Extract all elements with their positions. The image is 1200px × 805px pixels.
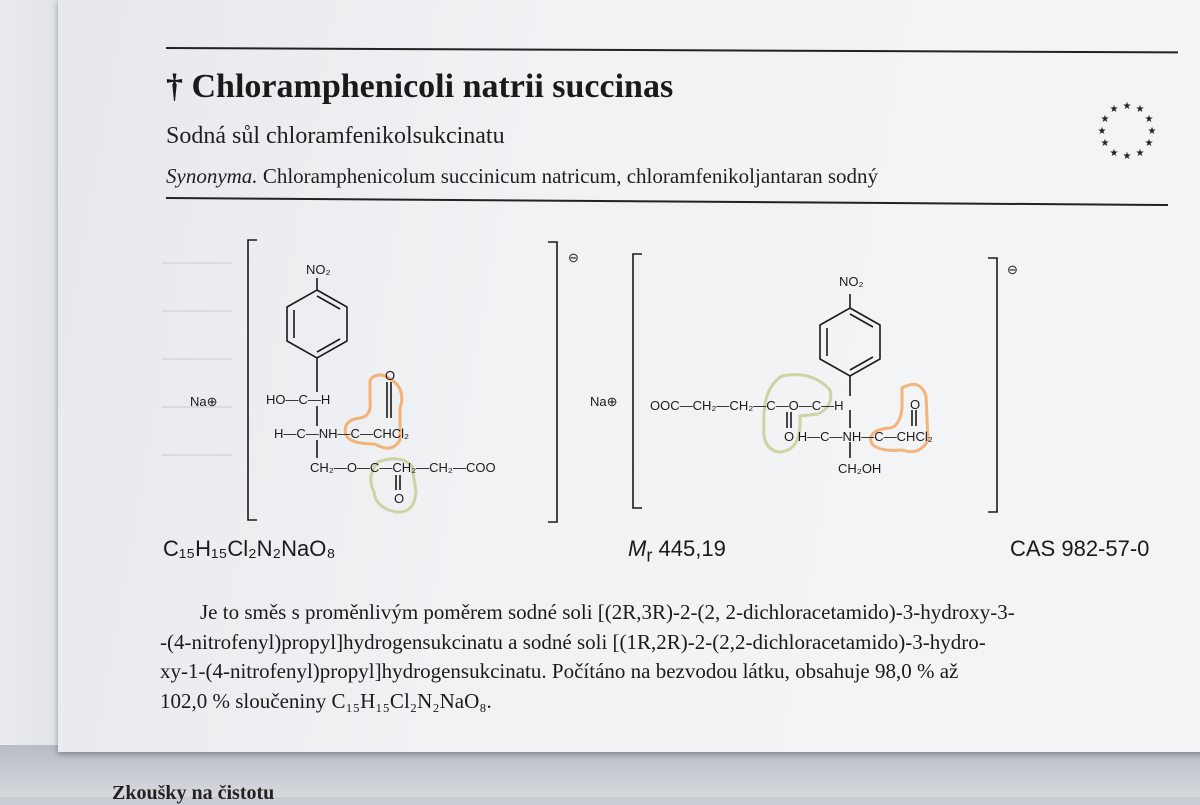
svg-text:★: ★	[1109, 148, 1119, 159]
relative-molecular-mass	[628, 536, 726, 566]
svg-text:★: ★	[1100, 138, 1110, 149]
definition-line-1: Je to směs s proměnlivým poměrem sodné soli [(2R,3R)-2-(2, 2-dichloracetamido)-3-hydroxy-3-	[200, 600, 1015, 624]
molecular-formula: C₁₅H₁₅Cl₂N₂NaO₈	[163, 536, 336, 561]
mr-subscript: r	[646, 544, 653, 566]
synonyms-line	[166, 164, 878, 189]
synonyms-label: Synonyma.	[166, 164, 258, 188]
svg-text:★: ★	[1109, 104, 1119, 115]
right-amide-row: O H—C—NH—C—CHCl₂	[784, 429, 933, 444]
left-ester-oxygen: O	[394, 491, 405, 506]
monograph-title: † Chloramphenicoli natrii succinas	[166, 68, 674, 105]
right-bracket-open	[633, 254, 642, 508]
definition-line-4: 102,0 % sloučeniny C₁₅H₁₅Cl₂N₂NaO₈.	[160, 688, 492, 713]
structural-formulas	[150, 230, 1200, 530]
mr-value: 445,19	[652, 536, 726, 561]
left-anion-charge: ⊖	[568, 250, 579, 265]
definition-line-3: xy-1-(4-nitrofenyl)propyl]hydrogensukcinatu. Počítáno na bezvodou látku, obsahuje 98,0 % až	[160, 659, 959, 683]
right-na-label: Na⊕	[590, 394, 618, 409]
left-bracket-close	[548, 242, 557, 522]
left-na-label: Na⊕	[190, 394, 218, 409]
left-no2-label: NO₂	[306, 262, 331, 277]
right-amide-oxygen: O	[910, 397, 921, 412]
left-amide-oxygen: O	[385, 368, 396, 383]
svg-text:★: ★	[1144, 138, 1154, 149]
right-anion-charge: ⊖	[1007, 262, 1018, 277]
left-hydroxy-row: HO—C—H	[266, 392, 331, 407]
mr-label: M	[628, 536, 647, 561]
svg-text:★: ★	[1100, 114, 1110, 125]
svg-text:★: ★	[1122, 151, 1132, 162]
svg-text:★: ★	[1122, 101, 1132, 112]
right-bracket-close	[988, 258, 997, 512]
european-pharmacopoeia-stars-icon	[1094, 97, 1160, 163]
monograph-subtitle: Sodná sůl chloramfenikolsukcinatu	[166, 123, 505, 149]
left-amide-row: H—C—NH—C—CHCl₂	[274, 426, 410, 441]
svg-text:★: ★	[1135, 104, 1145, 115]
svg-text:★: ★	[1147, 126, 1157, 137]
right-hydroxymethyl: CH₂OH	[838, 461, 882, 476]
right-benzene-ring	[820, 308, 880, 376]
next-page-heading: Zkoušky na čistotu	[112, 782, 275, 804]
svg-text:★: ★	[1135, 148, 1145, 159]
synonyms-text: Chloramphenicolum succinicum natricum, chloramfenikoljantaran sodný	[257, 164, 879, 188]
left-benzene-ring	[287, 290, 347, 358]
svg-text:★: ★	[1097, 126, 1107, 137]
left-ester-row: CH₂—O—C—CH₂—CH₂—COO	[310, 460, 496, 475]
svg-text:★: ★	[1144, 114, 1154, 125]
right-ester-row: OOC—CH₂—CH₂—C—O—C—H	[650, 398, 844, 413]
right-no2-label: NO₂	[839, 274, 864, 289]
definition-paragraph	[160, 598, 1190, 716]
cas-number: CAS 982-57-0	[1010, 536, 1150, 561]
definition-line-2: -(4-nitrofenyl)propyl]hydrogensukcinatu a sodné soli [(1R,2R)-2-(2,2-dichloracetamido)-3-hydro-	[160, 629, 986, 654]
left-bracket-open	[248, 240, 257, 520]
